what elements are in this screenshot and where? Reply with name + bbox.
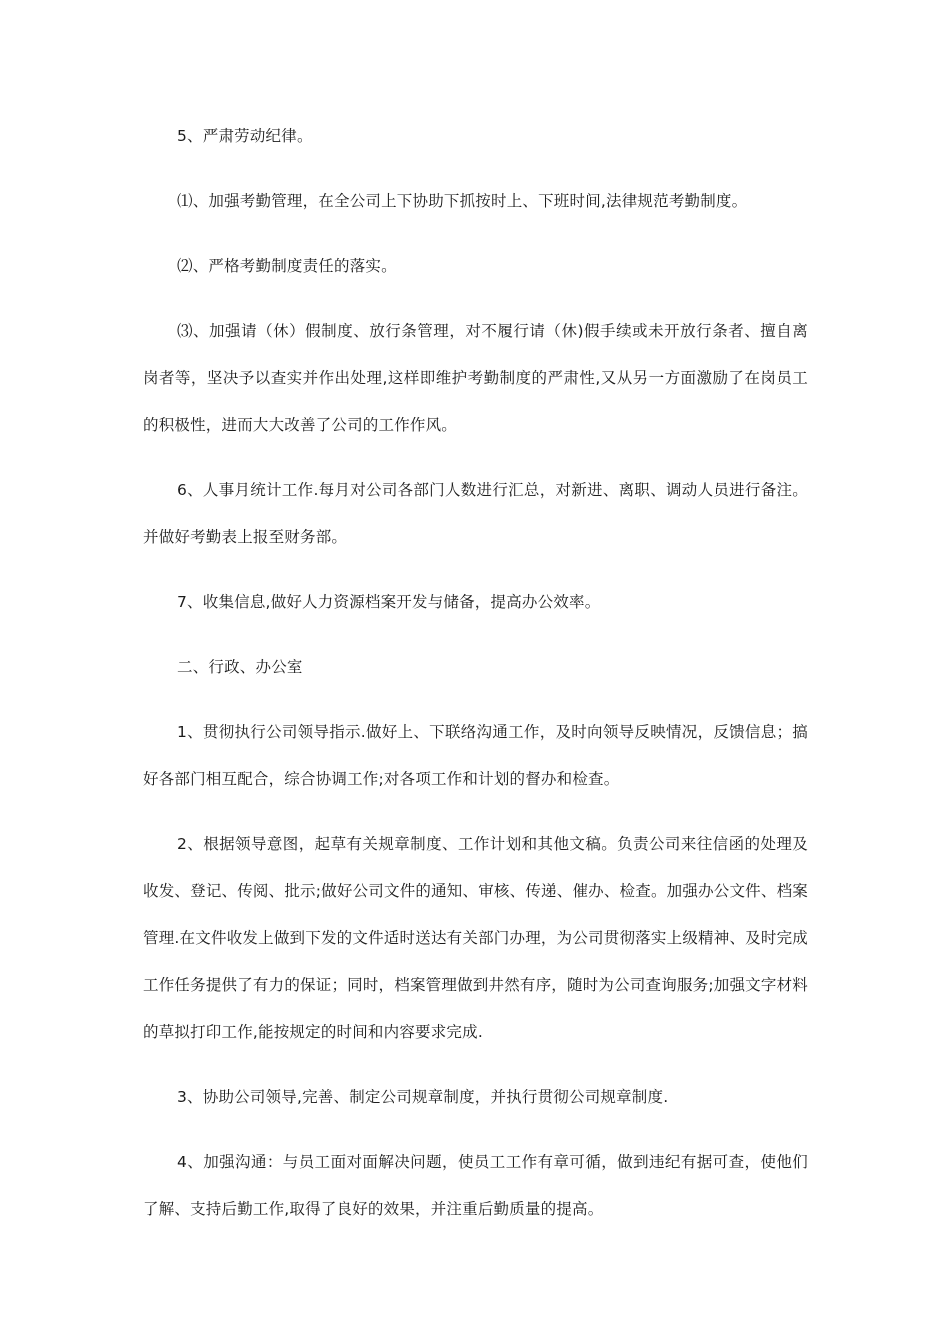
- paragraph-rules-assistance: 3、协助公司领导,完善、制定公司规章制度，并执行贯彻公司规章制度.: [177, 1088, 669, 1106]
- paragraph-attendance-responsibility: ⑵、严格考勤制度责任的落实。: [177, 257, 397, 275]
- paragraph-attendance-management: ⑴、加强考勤管理，在全公司上下协助下抓按时上、下班时间,法律规范考勤制度。: [177, 192, 748, 210]
- paragraph-information-collection: 7、收集信息,做好人力资源档案开发与储备，提高办公效率。: [177, 593, 601, 611]
- paragraph-leave-management: ⑶、加强请（休）假制度、放行条管理，对不履行请（休)假手续或未开放行条者、擅自离岗者等，坚决予以查实并作出处理,这样即维护考勤制度的严肃性,又从另一方面激励了在岗员工的积极性，进而大大改善了公司的工作作风。: [143, 322, 808, 434]
- paragraph-document-drafting: 2、根据领导意图，起草有关规章制度、工作计划和其他文稿。负责公司来往信函的处理及收发、登记、传阅、批示;做好公司文件的通知、审核、传递、催办、检查。加强办公文件、档案管理.在文件收发上做到下发的文件适时送达有关部门办理，为公司贯彻落实上级精神、及时完成工作任务提供了有力的保证；同时，档案管理做到井然有序，随时为公司查询服务;加强文字材料的草拟打印工作,能按规定的时间和内容要求完成.: [143, 835, 808, 1041]
- document-body: [143, 113, 808, 1251]
- paragraph-communication: 4、加强沟通：与员工面对面解决问题，使员工工作有章可循，做到违纪有据可查，使他们了解、支持后勤工作,取得了良好的效果，并注重后勤质量的提高。: [143, 1153, 808, 1218]
- paragraph-hr-statistics: 6、人事月统计工作.每月对公司各部门人数进行汇总，对新进、离职、调动人员进行备注。 并做好考勤表上报至财务部。: [143, 481, 808, 546]
- paragraph-leadership-instructions: 1、贯彻执行公司领导指示.做好上、下联络沟通工作，及时向领导反映情况，反馈信息；搞好各部门相互配合，综合协调工作;对各项工作和计划的督办和检查。: [143, 723, 808, 788]
- paragraph-discipline-heading: 5、严肃劳动纪律。: [177, 127, 313, 145]
- section-heading-admin-office: 二、行政、办公室: [177, 658, 303, 676]
